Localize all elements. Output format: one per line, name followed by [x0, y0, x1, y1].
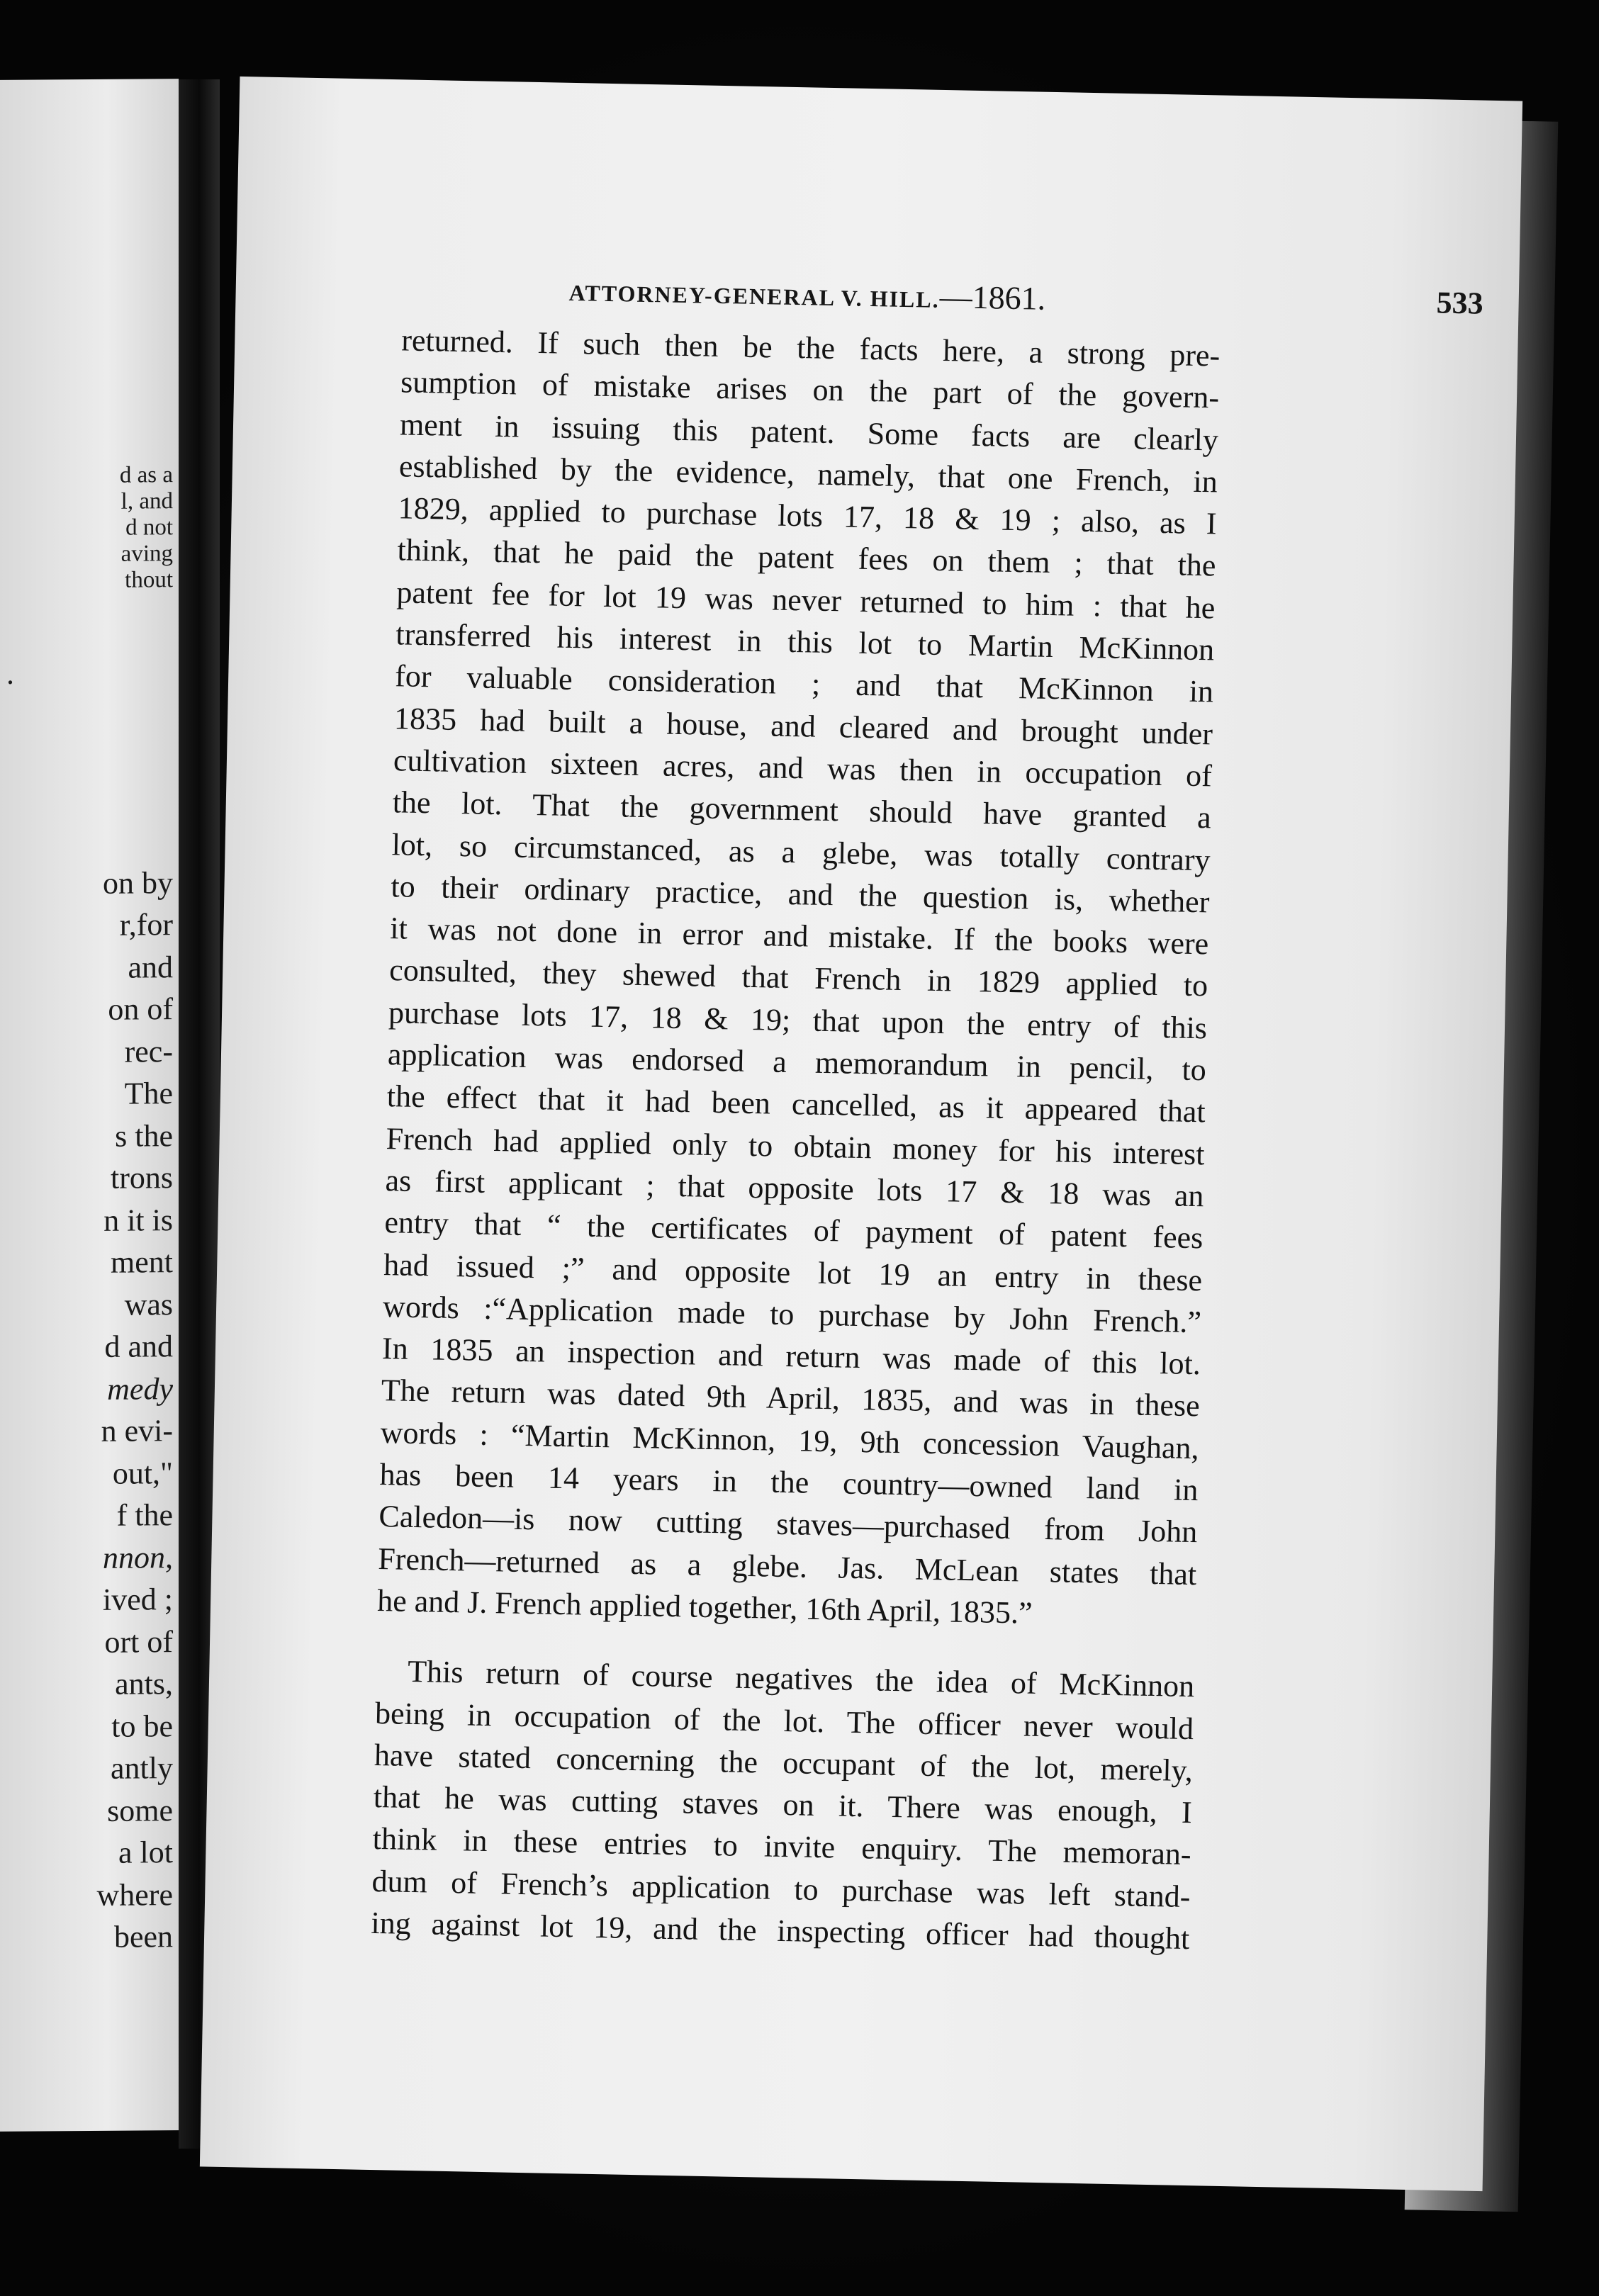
text-line: for valuable consideration ; and that McKinnon in — [394, 658, 1214, 709]
left-fragment-line: ort of — [104, 1624, 173, 1660]
text-line: Caledon—is now cutting staves—purchased from John — [378, 1499, 1198, 1550]
left-fragment-line: to be — [111, 1709, 173, 1744]
text-line: as first applicant ; that opposite lots 17 & 18 was an — [385, 1163, 1204, 1214]
text-line: that he was cutting staves on it. There was enough, I — [373, 1779, 1193, 1830]
text-line: French had applied only to obtain money for his interest — [386, 1120, 1206, 1171]
left-fragment-line: The — [124, 1076, 173, 1111]
left-fragment-line: n evi- — [101, 1413, 173, 1448]
text-line: French—returned as a glebe. Jas. McLean states that — [377, 1541, 1197, 1592]
text-line: 1829, applied to purchase lots 17, 18 & 19 ; also, as I — [398, 490, 1218, 541]
left-fragment-line: r,for — [119, 907, 173, 942]
text-line: lot, so circumstanced, as a glebe, was totally contrary — [391, 826, 1211, 877]
left-fragment-line: aving — [120, 541, 173, 567]
left-fragment-line: trons — [111, 1160, 173, 1195]
paragraph — [371, 1650, 1195, 1959]
left-fragment-line: on of — [108, 991, 173, 1027]
running-head-year: —1861. — [939, 278, 1046, 317]
left-fragment-line: ment — [111, 1244, 173, 1280]
text-line: has been 14 years in the country—owned land in — [379, 1457, 1199, 1508]
left-fragment-line: where — [96, 1877, 173, 1913]
running-head — [568, 271, 1483, 326]
text-line: patent fee for lot 19 was never returned to him : that he — [396, 575, 1216, 626]
text-line: he and J. French applied together, 16th April, 1835.” — [376, 1582, 1033, 1631]
text-line: words :“Application made to purchase by John French.” — [382, 1288, 1202, 1340]
left-fragment-line: on by — [103, 865, 173, 901]
text-line: the effect that it had been cancelled, as it appeared that — [386, 1079, 1206, 1130]
text-line: consulted, they shewed that French in 1829 applied to — [388, 952, 1208, 1003]
left-fragment-line: s the — [115, 1118, 173, 1154]
text-line: it was not done in error and mistake. If the books were — [389, 911, 1209, 962]
text-line: In 1835 an inspection and return was made of this lot. — [381, 1331, 1201, 1382]
text-line: sumption of mistake arises on the part of the govern- — [400, 364, 1220, 415]
text-line: had issued ;” and opposite lot 19 an entry in these — [383, 1247, 1203, 1298]
text-line: ment in issuing this patent. Some facts are clearly — [399, 406, 1219, 458]
text-line: This return of course negatives the idea of McKinnon — [407, 1654, 1195, 1704]
text-line: ing against lot 19, and the inspecting officer had thought — [371, 1905, 1190, 1957]
text-line: 1835 had built a house, and cleared and brought under — [393, 700, 1213, 752]
text-line: think, that he paid the patent fees on them ; that the — [397, 532, 1216, 583]
left-fragment-line: l, and — [120, 488, 173, 514]
left-fragment-line: antly — [111, 1750, 173, 1786]
left-fragment-line: f the — [116, 1497, 173, 1533]
text-line: transferred his interest in this lot to Martin McKinnon — [395, 617, 1215, 668]
text-line: have stated concerning the occupant of the lot, merely, — [374, 1737, 1194, 1788]
page-number: 533 — [1436, 285, 1484, 321]
left-fragment-line: was — [124, 1287, 173, 1322]
left-fragment-line: d not — [125, 514, 173, 541]
left-fragment-line: d and — [104, 1329, 173, 1364]
text-line: The return was dated 9th April, 1835, and was in these — [381, 1373, 1201, 1424]
left-fragment-line: medy — [107, 1371, 173, 1407]
left-fragment-line: nnon, — [103, 1540, 173, 1575]
left-fragment-line: ived ; — [103, 1582, 173, 1617]
text-line: words : “Martin McKinnon, 19, 9th concession Vaughan, — [380, 1414, 1200, 1465]
page-content — [200, 77, 1522, 2191]
left-fragment-line: n it is — [103, 1203, 173, 1238]
main-page — [200, 77, 1522, 2191]
text-line: to their ordinary practice, and the question is, whether — [391, 869, 1210, 920]
left-page-fragment — [0, 79, 179, 2132]
text-line: cultivation sixteen acres, and was then in occupation of — [393, 743, 1213, 794]
text-line: entry that “ the certificates of payment of patent fees — [384, 1205, 1204, 1256]
text-line: the lot. That the government should have granted a — [392, 784, 1212, 835]
left-fragment-line: and — [128, 950, 173, 985]
left-fragment-line: thout — [125, 567, 173, 593]
body-text — [371, 319, 1221, 1959]
left-fragment-line: a lot — [118, 1835, 173, 1870]
left-fragment-line: been — [113, 1919, 173, 1954]
text-line: think in these entries to invite enquiry. The memoran- — [372, 1821, 1192, 1872]
text-line: dum of French’s application to purchase was left stand- — [371, 1863, 1191, 1914]
paragraph — [377, 319, 1221, 1637]
left-fragment-dot: . — [6, 655, 14, 691]
left-fragment-line: d as a — [119, 462, 173, 488]
left-fragment-line: ants, — [115, 1666, 173, 1701]
left-fragment-line: rec- — [124, 1034, 173, 1069]
text-line: purchase lots 17, 18 & 19; that upon the entry of this — [388, 994, 1208, 1046]
text-line: application was endorsed a memorandum in pencil, to — [387, 1037, 1207, 1088]
text-line: returned. If such then be the facts here, a strong pre- — [400, 322, 1221, 373]
text-line: being in occupation of the lot. The officer never would — [374, 1695, 1194, 1746]
running-head-title: ATTORNEY-GENERAL V. HILL. — [568, 279, 941, 313]
text-line: established by the evidence, namely, that one French, in — [398, 449, 1218, 500]
left-fragment-line: some — [107, 1793, 173, 1828]
left-fragment-line: out," — [112, 1456, 173, 1491]
